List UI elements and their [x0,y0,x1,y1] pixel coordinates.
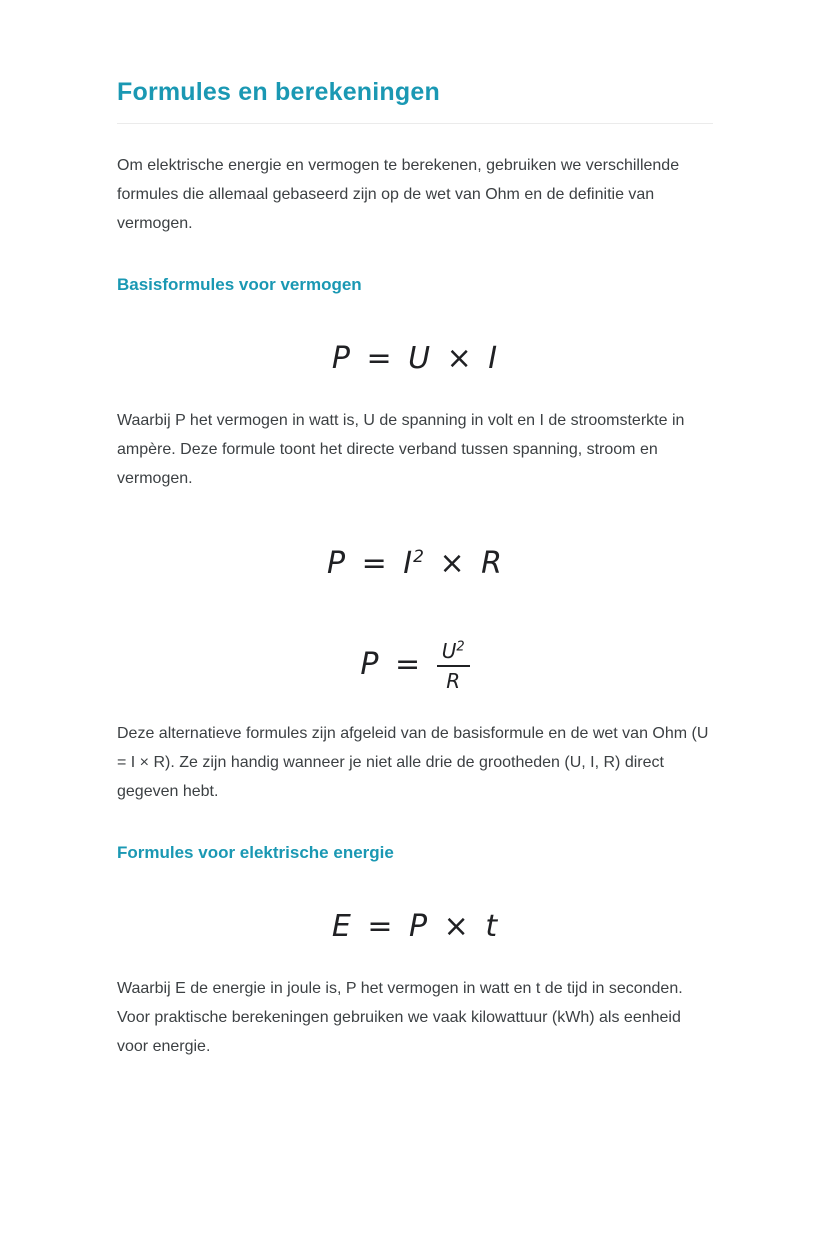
intro-paragraph: Om elektrische energie en vermogen te berekenen, gebruiken we verschillende formules die allemaal gebaseerd zijn op de wet van Ohm en de definitie van vermogen. [117,157,680,232]
formula-power-alt1-rest: × R [423,546,504,581]
formula-power-alt1 [117,537,713,584]
formula-energy-main: E = P × t [331,909,499,944]
fraction-denominator: R [446,669,461,693]
title-divider [117,123,713,124]
alt-formulas-note: Deze alternatieve formules zijn afgeleid van de basisformule en de wet van Ohm (U = I × R). Ze zijn handig wanneer je niet alle drie de grootheden (U, I, R) direct gegeven hebt. [117,725,709,800]
section-heading-energy: Formules voor elektrische energie [117,843,394,862]
formula-power-alt2-lhs: P = [360,647,422,682]
fraction-numerator-exponent: 2 [456,639,465,655]
page-title: Formules en berekeningen [117,78,440,106]
article-page [117,78,713,1061]
formula-power-alt2 [117,640,713,692]
formula-power-alt1-base: P = I [326,546,414,581]
formula-power-note: Waarbij P het vermogen in watt is, U de spanning in volt en I de stroomsterkte in ampère. Deze formule toont het directe verband tussen spanning, stroom en vermogen. [117,412,685,487]
formula-power-main: P = U × I [331,341,499,376]
formula-power-alt1-exponent: 2 [413,547,424,567]
formula-energy-note: Waarbij E de energie in joule is, P het vermogen in watt en t de tijd in seconden. Voor praktische berekeningen gebruiken we vaak kilowattuur (kWh) als eenheid voor energie. [117,980,683,1055]
fraction [437,640,470,692]
fraction-numerator [437,640,470,667]
section-heading-power: Basisformules voor vermogen [117,275,362,294]
fraction-numerator-base: U [441,639,457,663]
